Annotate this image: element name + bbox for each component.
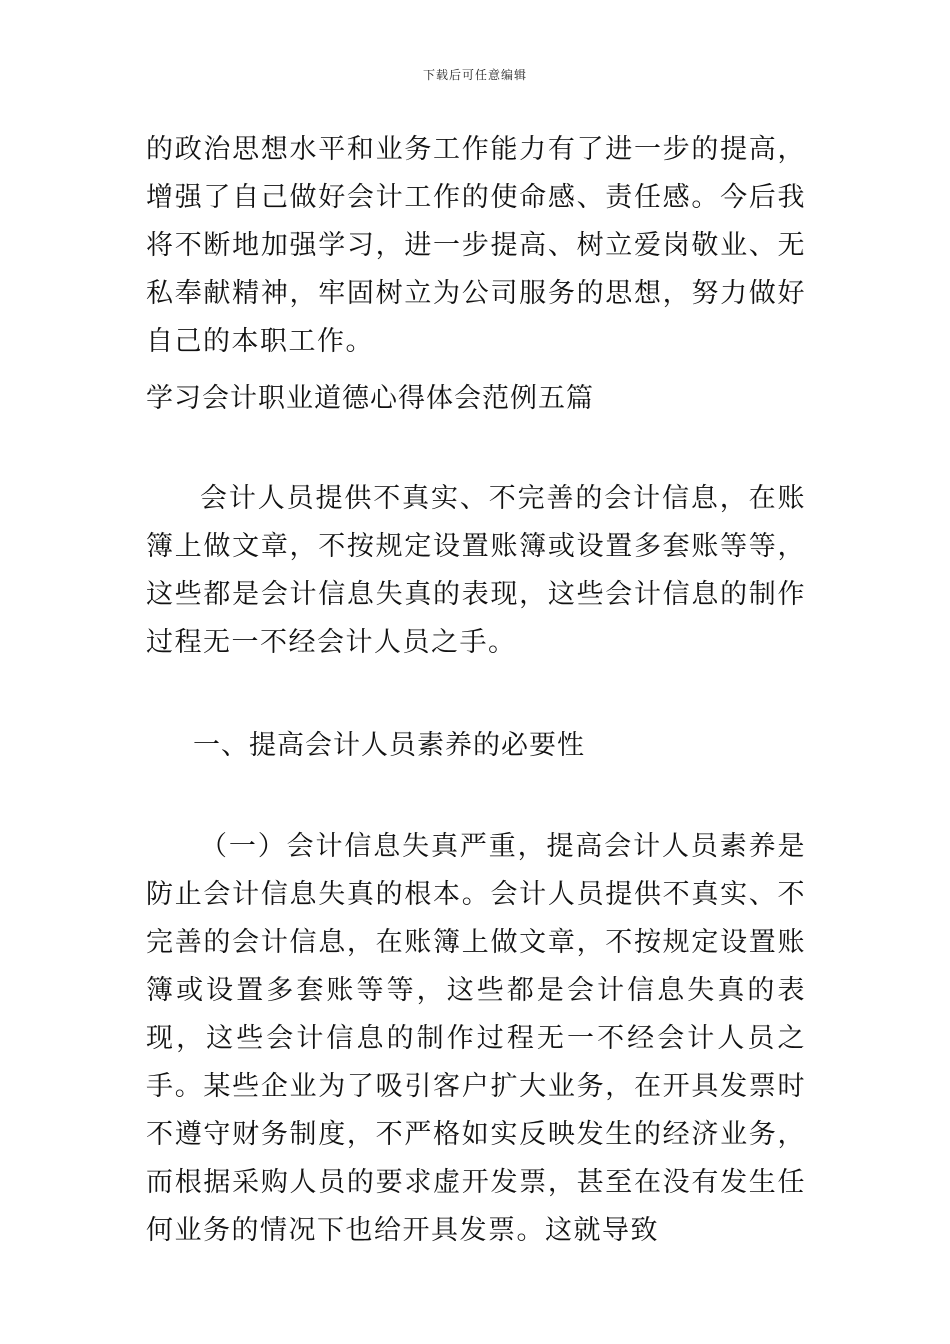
article-title: 学习会计职业道德心得体会范例五篇 — [146, 383, 594, 414]
page-header: 下载后可任意编辑 — [422, 68, 527, 82]
paragraph-section-1: （一）会计信息失真严重，提高会计人员素养是防止会计信息失真的根本。会计人员提供不真实、不完善的会计信息，在账簿上做文章，不按规定设置账簿或设置多套账等等，这些都是会计信息失真的表现，这些会计信息的制作过程无一不经会计人员之手。某些企业为了吸引客户扩大业务，在开具发票时不遵守财务制度，不严格如实反映发生的经济业务，而根据采购人员的要求虚开发票，甚至在没有发生任何业务的情况下也给开具发票。这就导致 — [146, 831, 806, 1246]
section-heading-1: 一、提高会计人员素养的必要性 — [193, 730, 585, 761]
paragraph-continuation: 的政治思想水平和业务工作能力有了进一步的提高，增强了自己做好会计工作的使命感、责任感。今后我将不断地加强学习，进一步提高、树立爱岗敬业、无私奉献精神，牢固树立为公司服务的思想，努力做好自己的本职工作。 — [146, 134, 806, 357]
paragraph-intro: 会计人员提供不真实、不完善的会计信息，在账簿上做文章，不按规定设置账簿或设置多套账等等，这些都是会计信息失真的表现，这些会计信息的制作过程无一不经会计人员之手。 — [146, 483, 806, 658]
